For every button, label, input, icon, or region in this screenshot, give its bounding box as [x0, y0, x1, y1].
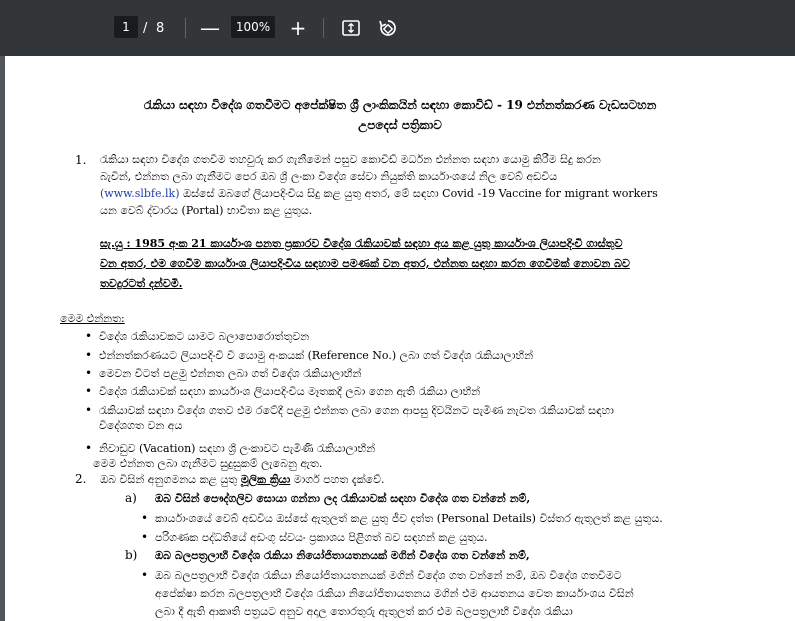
- list-item-continuation: ලබා දී ඇති ආකෘති පත්‍රයට අනුව අදාල තොරතුරු ඇතුලත් කර එම බලපත්‍රලාභී විදේශ රැකියා: [155, 605, 573, 618]
- slbfe-link[interactable]: (www.slbfe.lk): [100, 187, 180, 200]
- item2-text-c: මාර්ග පහත දැක්වේ.: [290, 473, 385, 486]
- toolbar-divider: [185, 18, 186, 38]
- list-item-continuation: අපේක්ෂා කරන බලපත්‍රලාභී විදේශ රැකියා නියෝජිතායතනය මගින් එම ආයතනය වෙත කාර්යාංශය විසින්: [155, 587, 634, 600]
- list-item: • කාර්යාංශයේ වෙබ් අඩවිය ඔස්සේ ඇතුලත් කළ යුතු ජීව දත්ත (Personal Details) විස්තර ඇතුලත් කළ යුතුය.: [155, 511, 663, 526]
- item-number: 1.: [75, 153, 87, 167]
- item1-line: [100, 186, 750, 202]
- list-item: • ඔබ බලපත්‍රලාභී විදේශ රැකියා නියෝජිතායතනයක් මගින් විදේශ ගත වන්නේ නම්, ඔබ විදේශ ගතවීමට: [155, 568, 750, 583]
- zoom-out-button[interactable]: —: [200, 16, 220, 40]
- zoom-in-button[interactable]: +: [289, 16, 307, 40]
- item1-line-text: ඔස්සේ ඔබගේ ලියාපදිංචිය සිදු කළ යුතු අතර, මේ සඳහා Covid -19 Vaccine for migrant workers: [179, 187, 658, 200]
- doc-subtitle: උපදෙස් පත්‍රිකාව: [358, 118, 442, 132]
- list-item: • එන්නත්කරණයට ලියාපදිංචි වී යොමු අංකයක් (Reference No.) ලබා ගත් විදේශ රැකියාලාභීන්: [99, 348, 533, 363]
- pdf-page: [5, 56, 795, 621]
- eligible-heading: මෙම එන්නත:: [60, 312, 125, 325]
- sub-item-b: ඔබ බලපත්‍රලාභී විදේශ රැකියා නියෝජිතායතනයක් මගින් විදේශ ගත වන්නේ නම්,: [155, 549, 530, 562]
- zoom-level-input[interactable]: 100%: [231, 16, 275, 38]
- note-line: වන අතර, එම ගෙවීම කාර්යාංශ ලියාපදිංචිය සඳහාම පමණක් වන අතර, එන්නත සඳහා කරන ගෙවීමක් නොවන බව: [100, 257, 630, 270]
- item2-text-a: ඔබ විසින් අනුගමනය කළ යුතු: [100, 473, 241, 486]
- eligible-note: මෙම එන්නත ලබා ගැනීමට සුදුසුකම් ලැබෙනු ඇත.: [93, 457, 323, 470]
- toolbar-divider: [323, 18, 324, 38]
- list-item-continuation: විදේශගත වන අය: [99, 419, 183, 432]
- list-item: • විදේශ රැකියාවක් සඳහා කාර්යාංශ ලියාපදිංචිය මෑතකදී ලබා ගෙන ඇති රැකියා ලාභීන්: [99, 384, 480, 399]
- page-number-input[interactable]: 1: [114, 16, 138, 38]
- item1-line: රැකියා සඳහා විදේශ ගතවීම තහවුරු කර ගැනීමෙන් පසුව කොවිඩ් මර්ධන එන්නත සඳහා යොමු කිරීම සිදු කරන: [100, 153, 601, 166]
- item1-line: බැවින්, එන්නත ලබා ගැනීමට පෙර ඔබ ශ්‍රී ලංකා විදේශ සේවා නියුක්ති කාර්යාංශයේ නිල වෙබ් අඩවිය: [100, 170, 558, 183]
- list-item: • රැකියාවක් සඳහා විදේශ ගතව එම රටේදී පළමු එන්නත ලබා ගෙන ආපසු දිවයිනට පැමිණ නැවත රැකියාවක් සඳහා: [99, 403, 749, 418]
- list-item: • මෙවන විටත් පළමු එන්නත ලබා ගත් විදේශ රැකියාලාභීන්: [99, 366, 361, 381]
- item2-text: [100, 472, 385, 488]
- doc-title: රැකියා සඳහා විදේශ ගතවීමට අපේක්ෂිත ශ්‍රී ලාංකිකයින් සඳහා කොවිඩ් - 19 එන්නත්කරණ වැඩසටහන: [143, 98, 657, 112]
- sub-item-label: b): [125, 548, 138, 562]
- sub-item-label: a): [125, 491, 137, 505]
- note-line: තවදුරටත් දන්වමි.: [100, 277, 183, 290]
- sub-item-a: ඔබ විසින් පෞද්ගලිව සොයා ගන්නා ලද රැකියාවක් සඳහා විදේශ ගත වන්නේ නම්,: [155, 492, 531, 505]
- page-total: 8: [156, 20, 165, 36]
- list-item: • විදේශ රැකියාවකට යාමට බලාපොරොත්තුවන: [99, 329, 309, 344]
- item-number: 2.: [75, 472, 87, 486]
- list-item: • පරිගණක පද්ධතියේ අඩංගු ස්වයං ප්‍රකාශය පිළිගත් බව සඳහන් කළ යුතුය.: [155, 530, 488, 545]
- rotate-icon[interactable]: [377, 0, 399, 56]
- note-line: සැ.යු : 1985 අංක 21 කාර්යාංශ පනත ප්‍රකාරව විදේශ රැකියාවක් සඳහා අය කළ යුතු කාර්යාංශ ලියාපදිංචි ගාස්තුව: [100, 237, 623, 250]
- pdf-toolbar: [0, 0, 795, 56]
- list-item: • නිවාඩුව (Vacation) සඳහා ශ්‍රී ලංකාවට පැමිණි රැකියාලාභීන්: [99, 441, 375, 456]
- fit-page-icon[interactable]: [340, 0, 362, 56]
- item2-text-b: මූලික ක්‍රියා: [240, 473, 291, 486]
- item1-line: යන වෙබ් ද්වාරය (Portal) භාවිතා කළ යුතුය.: [100, 204, 313, 217]
- page-separator: /: [143, 20, 148, 36]
